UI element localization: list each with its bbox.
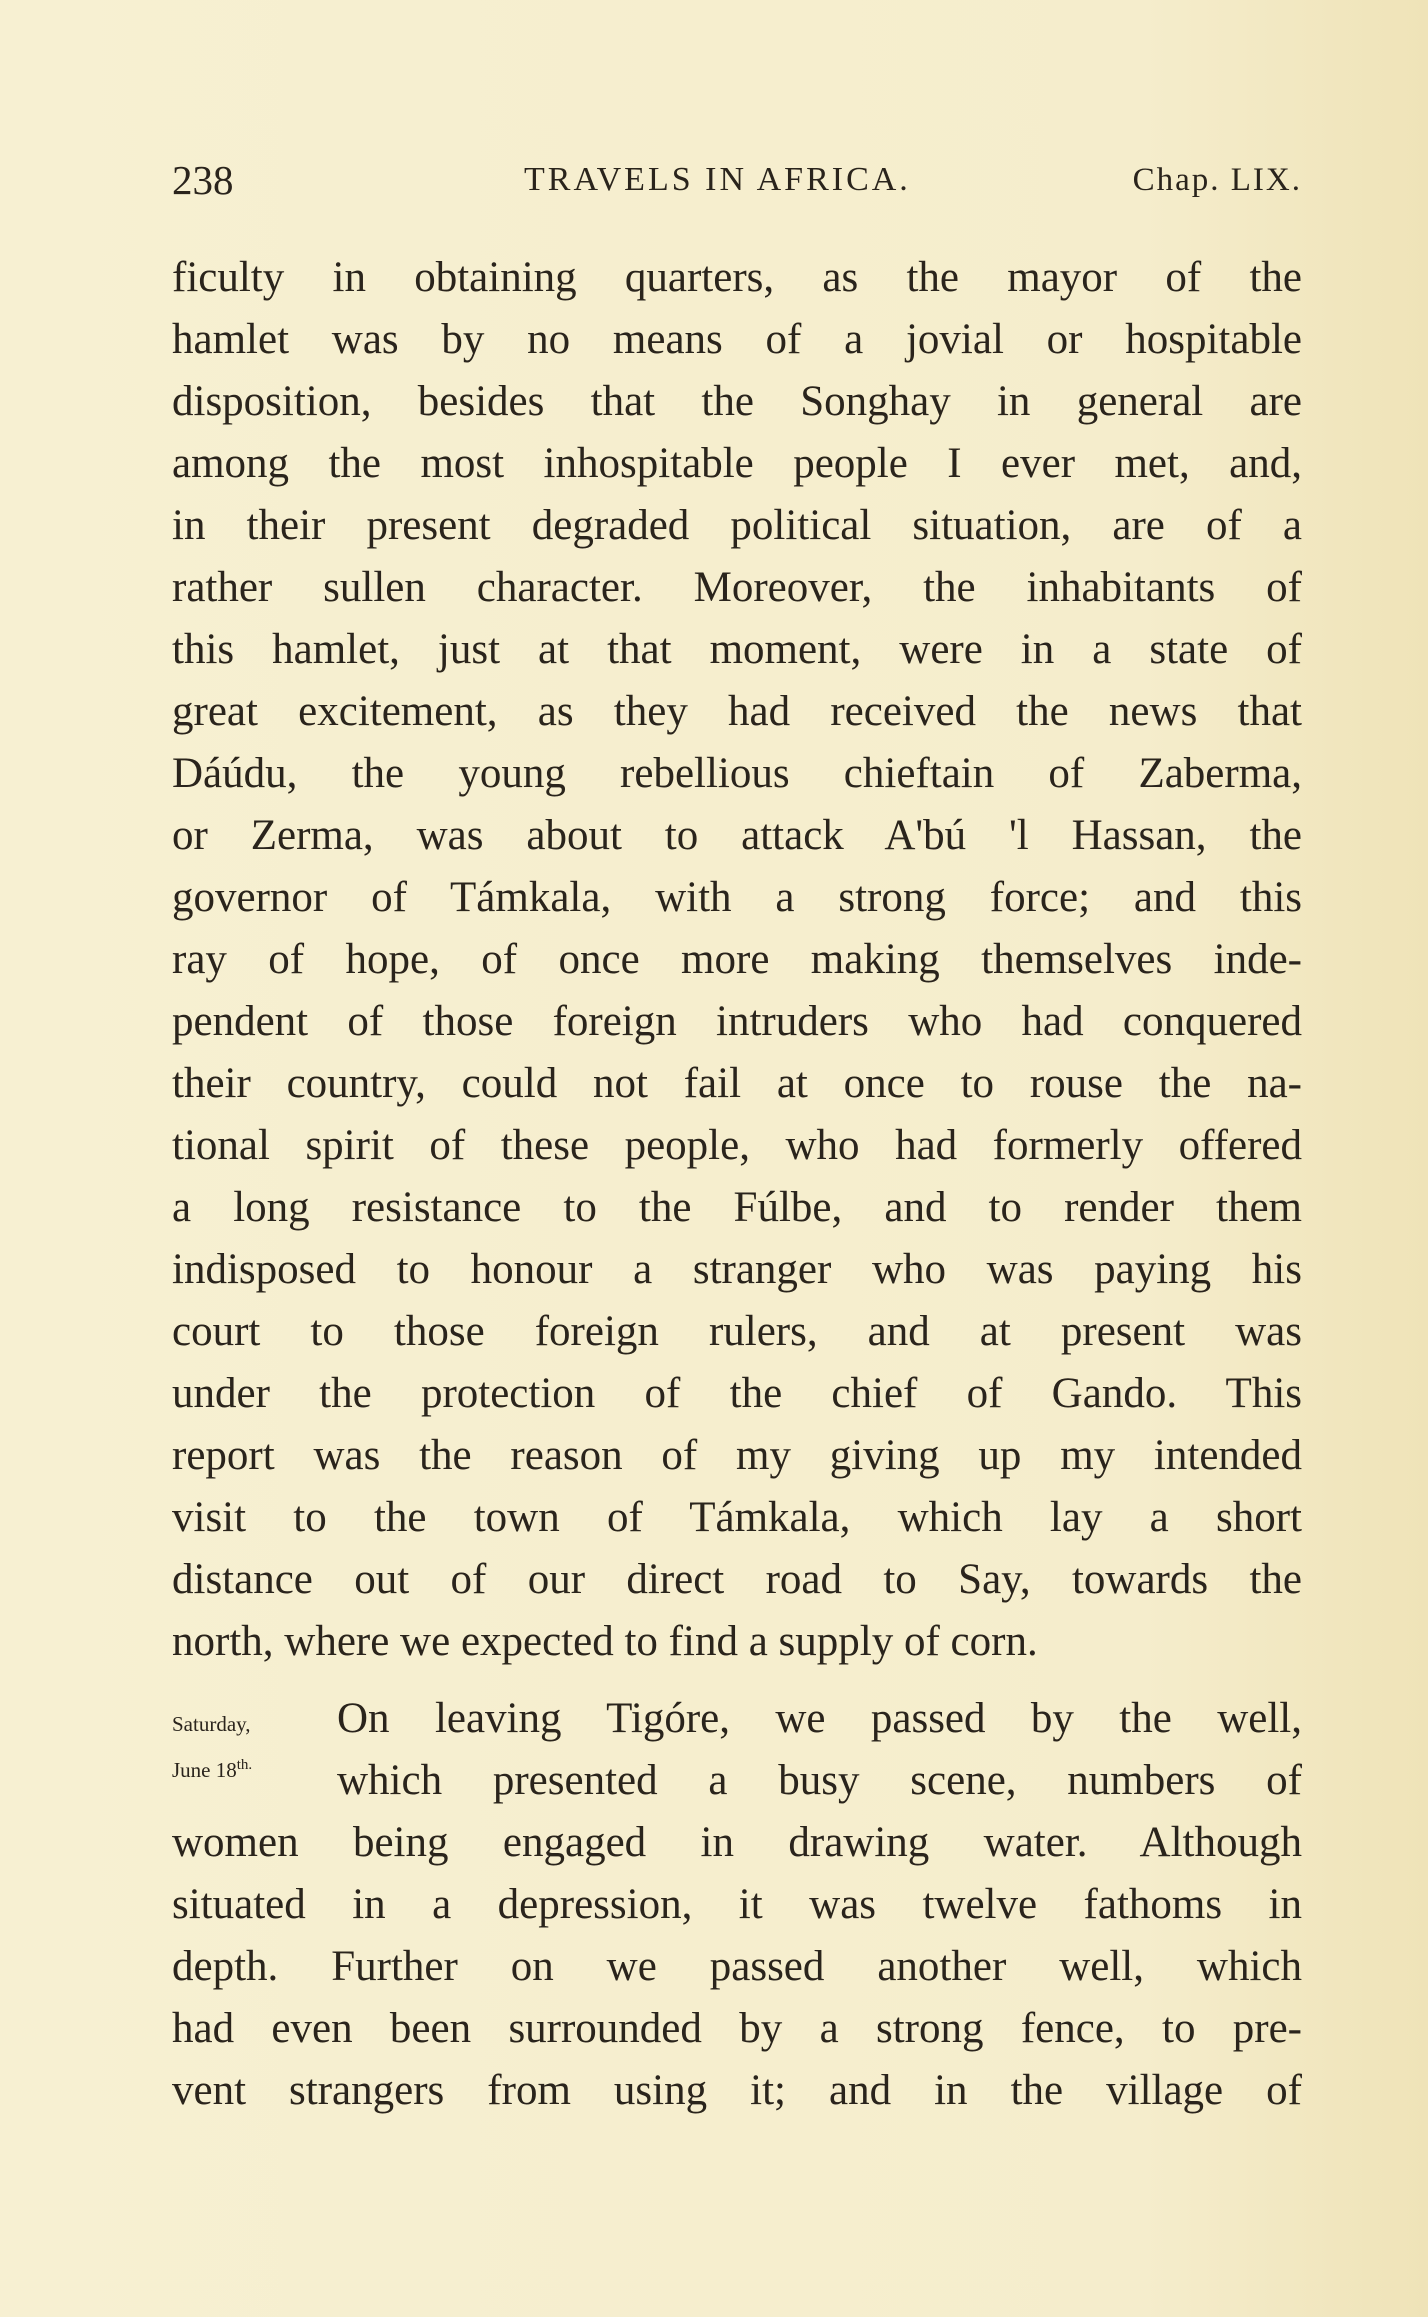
page-number: 238 (172, 157, 234, 203)
text-line: which presented a busy scene, numbers of (337, 1757, 1302, 1804)
text-line: north, where we expected to find a supply of corn. (172, 1618, 1038, 1665)
running-title: TRAVELS IN AFRICA. (524, 161, 911, 198)
text-line: great excitement, as they had received the news that (172, 688, 1302, 735)
text-line: a long resistance to the Fúlbe, and to render them (172, 1184, 1302, 1231)
text-line: or Zerma, was about to attack A'bú 'l Hassan, the (172, 812, 1302, 859)
text-line: among the most inhospitable people I ever met, and, (172, 440, 1302, 487)
text-line: Dáúdu, the young rebellious chieftain of Zaberma, (172, 750, 1302, 797)
text-line: depth. Further on we passed another well, which (172, 1943, 1302, 1990)
chapter-reference: Chap. LIX. (1132, 162, 1302, 198)
text-line: rather sullen character. Moreover, the inhabitants of (172, 564, 1302, 611)
sidenote-day: Saturday, (172, 1712, 251, 1736)
text-line: hamlet was by no means of a jovial or hospitable (172, 316, 1302, 363)
text-line: situated in a depression, it was twelve fathoms in (172, 1881, 1302, 1928)
text-line: governor of Támkala, with a strong force; and this (172, 874, 1302, 921)
text-line: On leaving Tigóre, we passed by the well, (337, 1695, 1302, 1742)
sidenote-suffix: th. (236, 1757, 253, 1773)
text-line: ficulty in obtaining quarters, as the mayor of the (172, 254, 1302, 301)
sidenote-date (172, 1757, 252, 1783)
text-line: tional spirit of these people, who had formerly offered (172, 1122, 1302, 1169)
sidenote-month-day: June 18 (172, 1758, 237, 1782)
text-line: under the protection of the chief of Gando. This (172, 1370, 1302, 1417)
text-line: court to those foreign rulers, and at present was (172, 1308, 1302, 1355)
text-line: visit to the town of Támkala, which lay a short (172, 1494, 1302, 1541)
text-line: indisposed to honour a stranger who was paying his (172, 1246, 1302, 1293)
text-line: their country, could not fail at once to rouse the na- (172, 1060, 1302, 1107)
text-line: distance out of our direct road to Say, towards the (172, 1556, 1302, 1603)
text-line: had even been surrounded by a strong fence, to pre- (172, 2005, 1302, 2052)
text-line: this hamlet, just at that moment, were in a state of (172, 626, 1302, 673)
text-line: report was the reason of my giving up my intended (172, 1432, 1302, 1479)
text-line: in their present degraded political situation, are of a (172, 502, 1302, 549)
text-line: women being engaged in drawing water. Although (172, 1819, 1302, 1866)
text-line: pendent of those foreign intruders who had conquered (172, 998, 1302, 1045)
text-line: disposition, besides that the Songhay in general are (172, 378, 1302, 425)
text-line: ray of hope, of once more making themselves inde- (172, 936, 1302, 983)
text-line: vent strangers from using it; and in the village of (172, 2067, 1302, 2114)
running-header (172, 150, 1302, 210)
